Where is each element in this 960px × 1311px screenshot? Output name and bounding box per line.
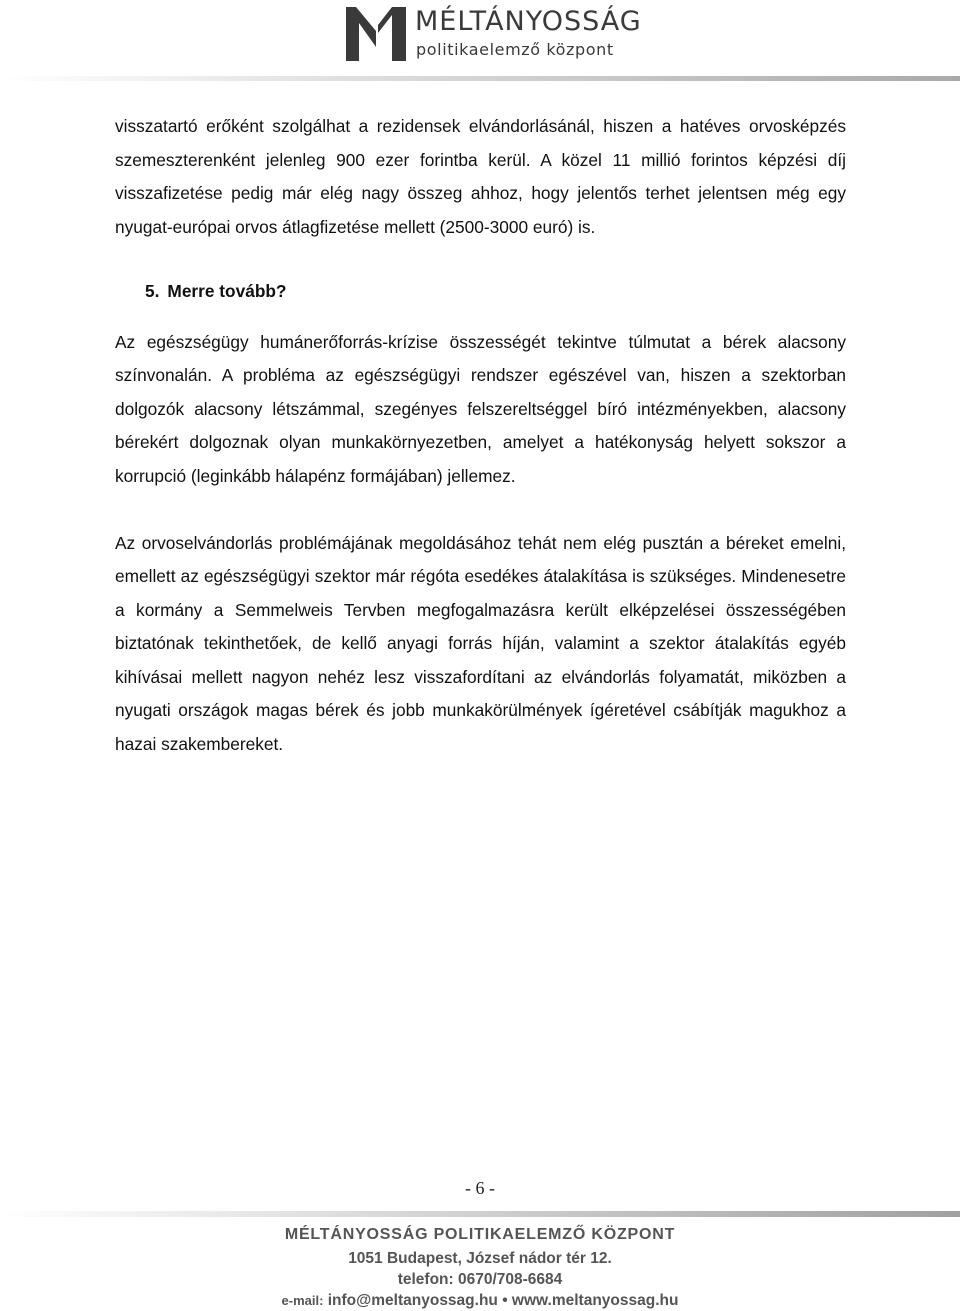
paragraph-1: visszatartó erőként szolgálhat a rezidensek elvándorlásánál, hiszen a hatéves orvosképzés szemeszterenként jelenleg 900 ezer forintba kerül. A közel 11 millió forintos képzési díj visszafizetése pedig már elég nagy összeg ahhoz, hogy jelentős terhet jelentsen még egy nyugat-európai orvos átlagfizetése mellett (2500-3000 euró) is. [115, 116, 846, 237]
header-divider [0, 76, 960, 81]
paragraph-2: Az egészségügy humánerőforrás-krízise összességét tekintve túlmutat a bérek alacsony színvonalán. A probléma az egészségügyi rendszer egészével van, hiszen a szektorban dolgozók alacsony létszámmal, szegényes felszereltséggel bíró intézményekben, alacsony bérekért dolgoznak olyan munkakörnyezetben, amelyet a hatékonyság helyett sokszor a korrupció (leginkább hálapénz formájában) jellemez. [115, 331, 846, 486]
footer-phone: telefon: 0670/708-6684 [397, 1271, 563, 1288]
footer-org-name: MÉLTÁNYOSSÁG POLITIKAELEMZŐ KÖZPONT [284, 1226, 676, 1243]
paragraph-3: Az orvoselvándorlás problémájának megoldásához tehát nem elég pusztán a béreket emelni, emellett az egészségügyi szektor már régóta esedékes átalakítása is szükséges. Mindenesetre a kormány a Semmelweis Tervben megfogalmazásra került elképzelései összességében biztatónak tekinthetőek, de kellő anyagi forrás híján, valamint a szektor átalakítás egyéb kihívásai mellett nagyon nehéz lesz visszafordítani az elvándorlás folyamatát, miközben a nyugati országok magas bérek és jobb munkakörülmények ígéretével csábítják magukhoz a hazai szakembereket. [115, 532, 846, 754]
section-heading [115, 275, 846, 309]
logo-m-icon [346, 7, 406, 61]
footer-address: 1051 Budapest, József nádor tér 12. [348, 1250, 612, 1267]
page-footer [0, 1222, 960, 1311]
page-header [0, 0, 960, 90]
section-number: 5. [145, 281, 160, 301]
logo-title: MÉLTÁNYOSSÁG [415, 6, 642, 37]
footer-email-web[interactable]: info@meltanyossag.hu • www.meltanyossag.hu [327, 1292, 679, 1309]
logo-subtitle: politikaelemző központ [416, 40, 614, 59]
page-number: - 6 - [465, 1178, 495, 1198]
document-body [115, 110, 846, 761]
footer-contact [0, 1290, 960, 1311]
footer-divider [0, 1211, 960, 1217]
footer-email-label: e-mail: [281, 1293, 324, 1308]
section-title: Merre tovább? [167, 281, 287, 301]
